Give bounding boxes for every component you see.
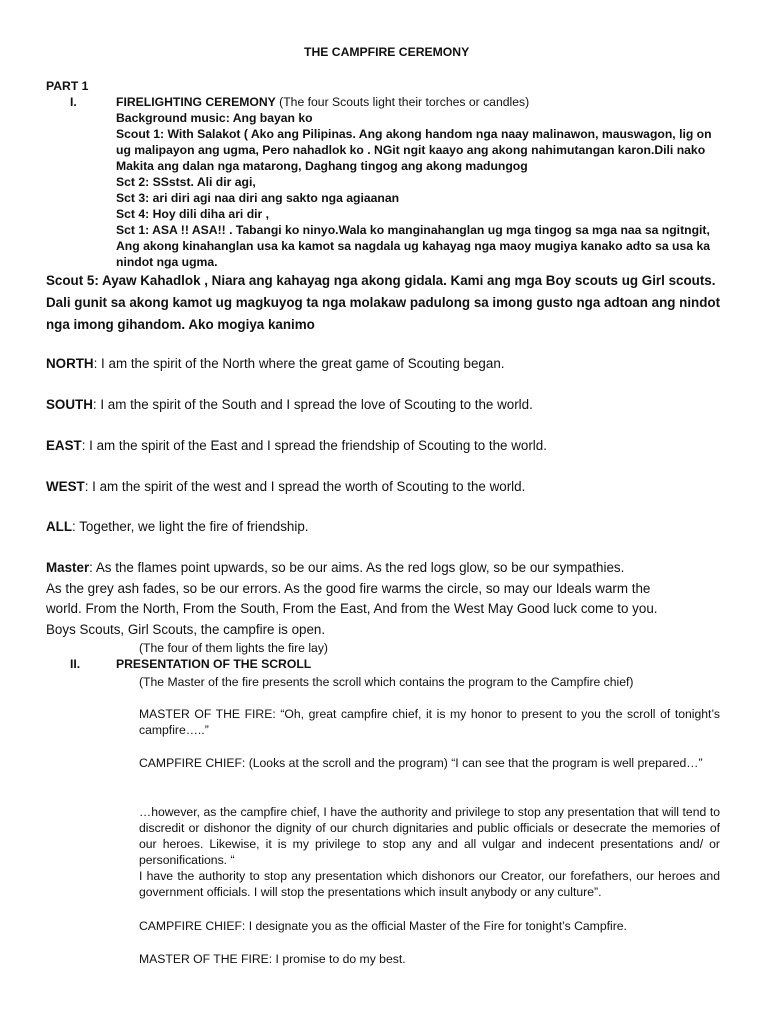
scene-line: Sct 2: SSstst. Ali dir agi, (116, 175, 256, 189)
all-line: ALL: Together, we light the fire of friendship. (46, 519, 309, 534)
section-2-intro: (The Master of the fire presents the scroll which contains the program to the Campfire chief) (139, 675, 634, 689)
speaker-label: EAST (46, 438, 82, 453)
scene-line: Scout 1: With Salakot ( Ako ang Pilipinas. Ang akong handom nga naay malinawon, mauswagon, lig on (116, 127, 712, 141)
spirit-north-line: NORTH: I am the spirit of the North where the great game of Scouting began. (46, 356, 505, 371)
master-line: Boys Scouts, Girl Scouts, the campfire is open. (46, 622, 326, 637)
spirit-south-line: SOUTH: I am the spirit of the South and I spread the love of Scouting to the world. (46, 397, 533, 412)
spirit-east-line: EAST: I am the spirit of the East and I spread the friendship of Scouting to the world. (46, 438, 547, 453)
scene-line: nindot nga ugma. (116, 255, 218, 269)
master-line: world. From the North, From the South, From the East, And from the West May Good luck come to you. (46, 601, 658, 616)
master-of-fire-paragraph: MASTER OF THE FIRE: “Oh, great campfire chief, it is my honor to present to you the scroll of tonight’s campfire…..” (139, 707, 720, 737)
authority-paragraph-2: I have the authority to stop any presentation which dishonors our Creator, our forefathers, our heroes and government officials. I will stop the presentations which insult anybody or any culture”. (139, 869, 720, 899)
master-line: Master: As the flames point upwards, so be our aims. As the red logs glow, so be our sympathies. (46, 560, 625, 575)
section-2-heading: PRESENTATION OF THE SCROLL (116, 657, 312, 671)
section-1-numeral: I. (70, 95, 77, 109)
designation-paragraph: CAMPFIRE CHIEF: I designate you as the official Master of the Fire for tonight’s Campfire. (139, 919, 627, 933)
scout-5-line: Dali gunit sa akong kamot ug magkuyog ta nga molakaw padulong sa imong gusto nga adtoan ang nindot (46, 295, 721, 310)
promise-paragraph: MASTER OF THE FIRE: I promise to do my best. (139, 952, 406, 966)
scout-5-line: nga imong gihandom. Ako mogiya kanimo (46, 317, 315, 332)
authority-paragraph: …however, as the campfire chief, I have the authority and privilege to stop any presentation that will tend to discredit or dishonor the dignity of our church dignitaries and public officials or desecrate the memories of our heroes. Likewise, it is my privilege to stop any and all vulgar and indecent presentations and/ or personifications. “ (139, 805, 720, 867)
scene-line: Sct 3: ari diri agi naa diri ang sakto nga agiaanan (116, 191, 400, 205)
section-1-heading: FIRELIGHTING CEREMONY (116, 95, 276, 109)
section-1-heading-line (116, 94, 529, 110)
master-line: As the grey ash fades, so be our errors. As the good fire warms the circle, so may our Ideals warm the (46, 581, 651, 596)
campfire-chief-paragraph: CAMPFIRE CHIEF: (Looks at the scroll and the program) “I can see that the program is well prepared…” (139, 756, 703, 770)
speaker-label: ALL (46, 519, 73, 534)
scene-line: Background music: Ang bayan ko (116, 111, 313, 125)
scout-5-line: Scout 5: Ayaw Kahadlok , Niara ang kahayag nga akong gidala. Kami ang mga Boy scouts ug Girl scouts. (46, 273, 716, 288)
speaker-label: SOUTH (46, 397, 93, 412)
document-title: THE CAMPFIRE CEREMONY (304, 45, 470, 59)
speaker-label: WEST (46, 479, 85, 494)
speaker-label: NORTH (46, 356, 94, 371)
scene-line: Makita ang dalan nga matarong, Daghang tingog ang akong madungog (116, 159, 528, 173)
spirit-west-line: WEST: I am the spirit of the west and I spread the worth of Scouting to the world. (46, 479, 526, 494)
scene-line: Sct 4: Hoy dili diha ari dir , (116, 207, 270, 221)
part-heading: PART 1 (46, 79, 89, 93)
scene-line: Sct 1: ASA !! ASA!! . Tabangi ko ninyo.Wala ko manginahanglan ug mga tingog sa mga naa sa ngitngit, (116, 223, 710, 237)
section-1-heading-note: (The four Scouts light their torches or candles) (275, 95, 530, 109)
fire-lay-note: (The four of them lights the fire lay) (139, 641, 328, 655)
section-2-numeral: II. (70, 657, 81, 671)
speaker-label: Master (46, 560, 90, 575)
scene-line: ug malipayon ang ugma, Pero nahadlok ko . NGit ngit kaayo ang akong nahimutangan karon.Dili nako (116, 143, 706, 157)
scene-line: Ang akong kinahanglan usa ka kamot sa nagdala ug kahayag nga maoy mugiya kanako adto sa usa ka (116, 239, 710, 253)
